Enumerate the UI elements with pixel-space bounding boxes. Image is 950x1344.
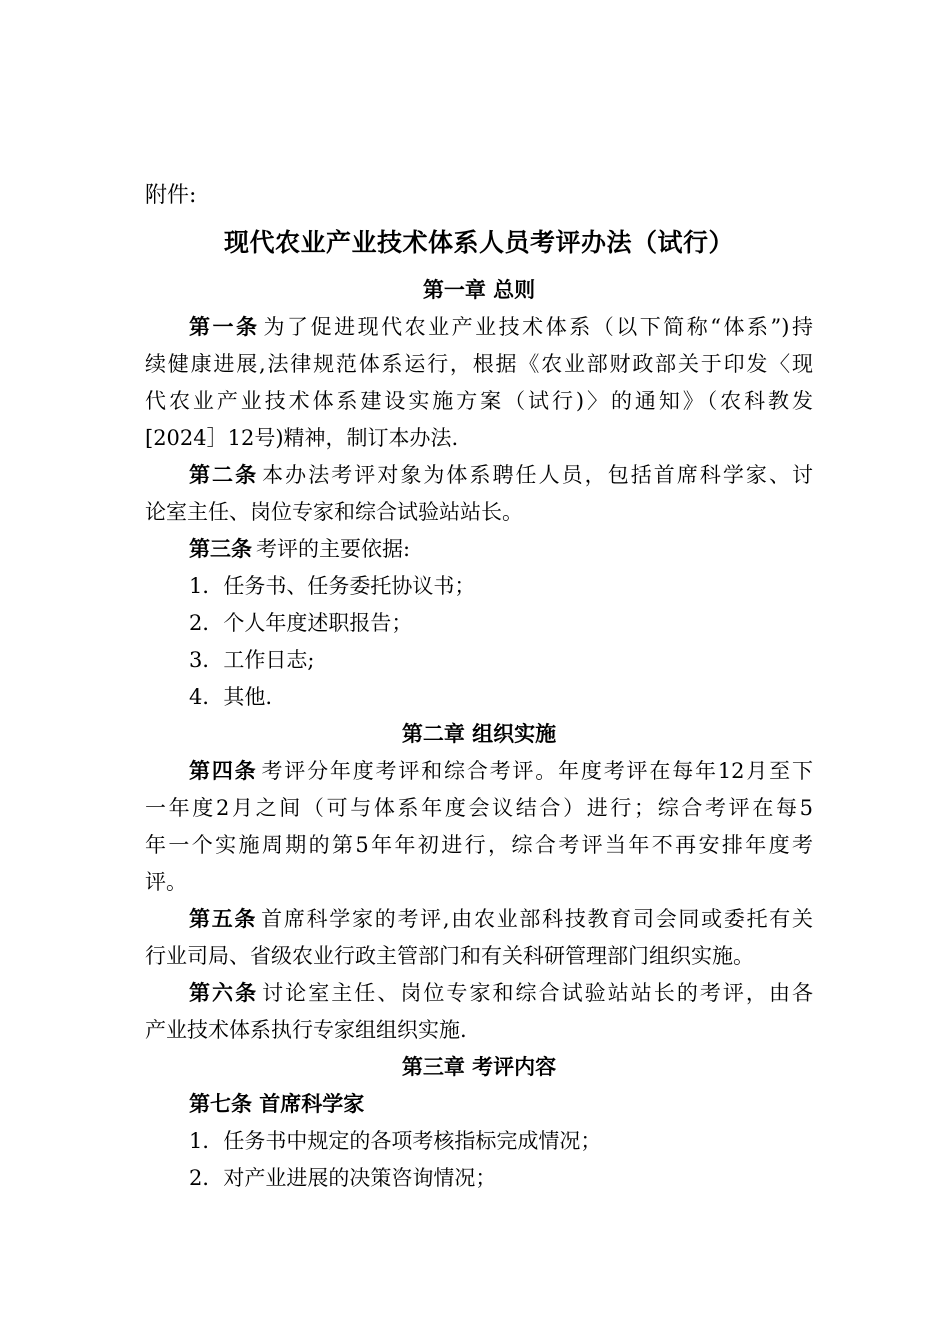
article-4-line-4: 评。	[145, 870, 187, 894]
article-4-line-1: 第四条 考评分年度考评和综合考评。年度考评在每年12月至下	[189, 759, 814, 783]
article-5-line-1: 第五条 首席科学家的考评,由农业部科技教育司会同或委托有关	[189, 907, 813, 931]
article-4-label: 第四条	[189, 759, 258, 783]
article-6-line-2: 产业技术体系执行专家组组织实施.	[145, 1018, 467, 1042]
chapter-heading-1: 第一章 总则	[422, 278, 536, 302]
article-4-line-3: 年一个实施周期的第5年年初进行，综合考评当年不再安排年度考	[145, 833, 813, 857]
article-2-line-2: 论室主任、岗位专家和综合试验站站长。	[145, 500, 523, 524]
article-7-line-1	[145, 1086, 813, 1123]
chapter-heading-2: 第二章 组织实施	[401, 722, 557, 746]
article-6-label: 第六条	[189, 981, 259, 1005]
list-item: 1．任务书、任务委托协议书；	[189, 574, 476, 598]
article-5-line-2: 行业司局、省级农业行政主管部门和有关科研管理部门组织实施。	[145, 944, 754, 968]
article-5	[145, 901, 813, 975]
list-item: 2．对产业进展的决策咨询情况；	[189, 1166, 497, 1190]
attachment-label: 附件:	[145, 183, 197, 208]
list-item: 3．工作日志;	[189, 648, 315, 672]
list-item: 4．其他.	[189, 685, 273, 709]
article-1-line-2: 续健康进展,法律规范体系运行，根据《农业部财政部关于印发〈现	[145, 352, 813, 376]
chapter-heading-3: 第三章 考评内容	[401, 1055, 557, 1079]
article-4	[145, 753, 813, 901]
article-1-label: 第一条	[189, 315, 260, 339]
article-3-label: 第三条	[189, 537, 252, 561]
article-3-line-1: 第三条 考评的主要依据:	[189, 537, 411, 561]
document-title: 现代农业产业技术体系人员考评办法（试行）	[223, 228, 734, 257]
article-6	[145, 975, 813, 1049]
article-1-line-3: 代农业产业技术体系建设实施方案（试行)〉的通知》（农科教发	[145, 389, 813, 413]
document-page	[145, 176, 813, 1197]
article-2-line-1: 第二条 本办法考评对象为体系聘任人员，包括首席科学家、讨	[189, 463, 814, 487]
article-1-line-4: [2024］12号)精神，制订本办法.	[145, 426, 459, 450]
list-item: 1．任务书中规定的各项考核指标完成情况；	[189, 1129, 602, 1153]
article-3	[145, 531, 813, 716]
article-7-label: 第七条 首席科学家	[189, 1092, 365, 1116]
article-2	[145, 457, 813, 531]
article-4-line-2: 一年度2月之间（可与体系年度会议结合）进行；综合考评在每5	[145, 796, 813, 820]
article-5-label: 第五条	[189, 907, 258, 931]
article-1	[145, 309, 813, 457]
article-2-label: 第二条	[189, 463, 259, 487]
list-item: 2．个人年度述职报告；	[189, 611, 413, 635]
article-6-line-1: 第六条 讨论室主任、岗位专家和综合试验站站长的考评，由各	[189, 981, 814, 1005]
article-7	[145, 1086, 813, 1197]
article-1-line-1: 第一条 为了促进现代农业产业技术体系（以下简称“体系”)持	[189, 315, 813, 339]
